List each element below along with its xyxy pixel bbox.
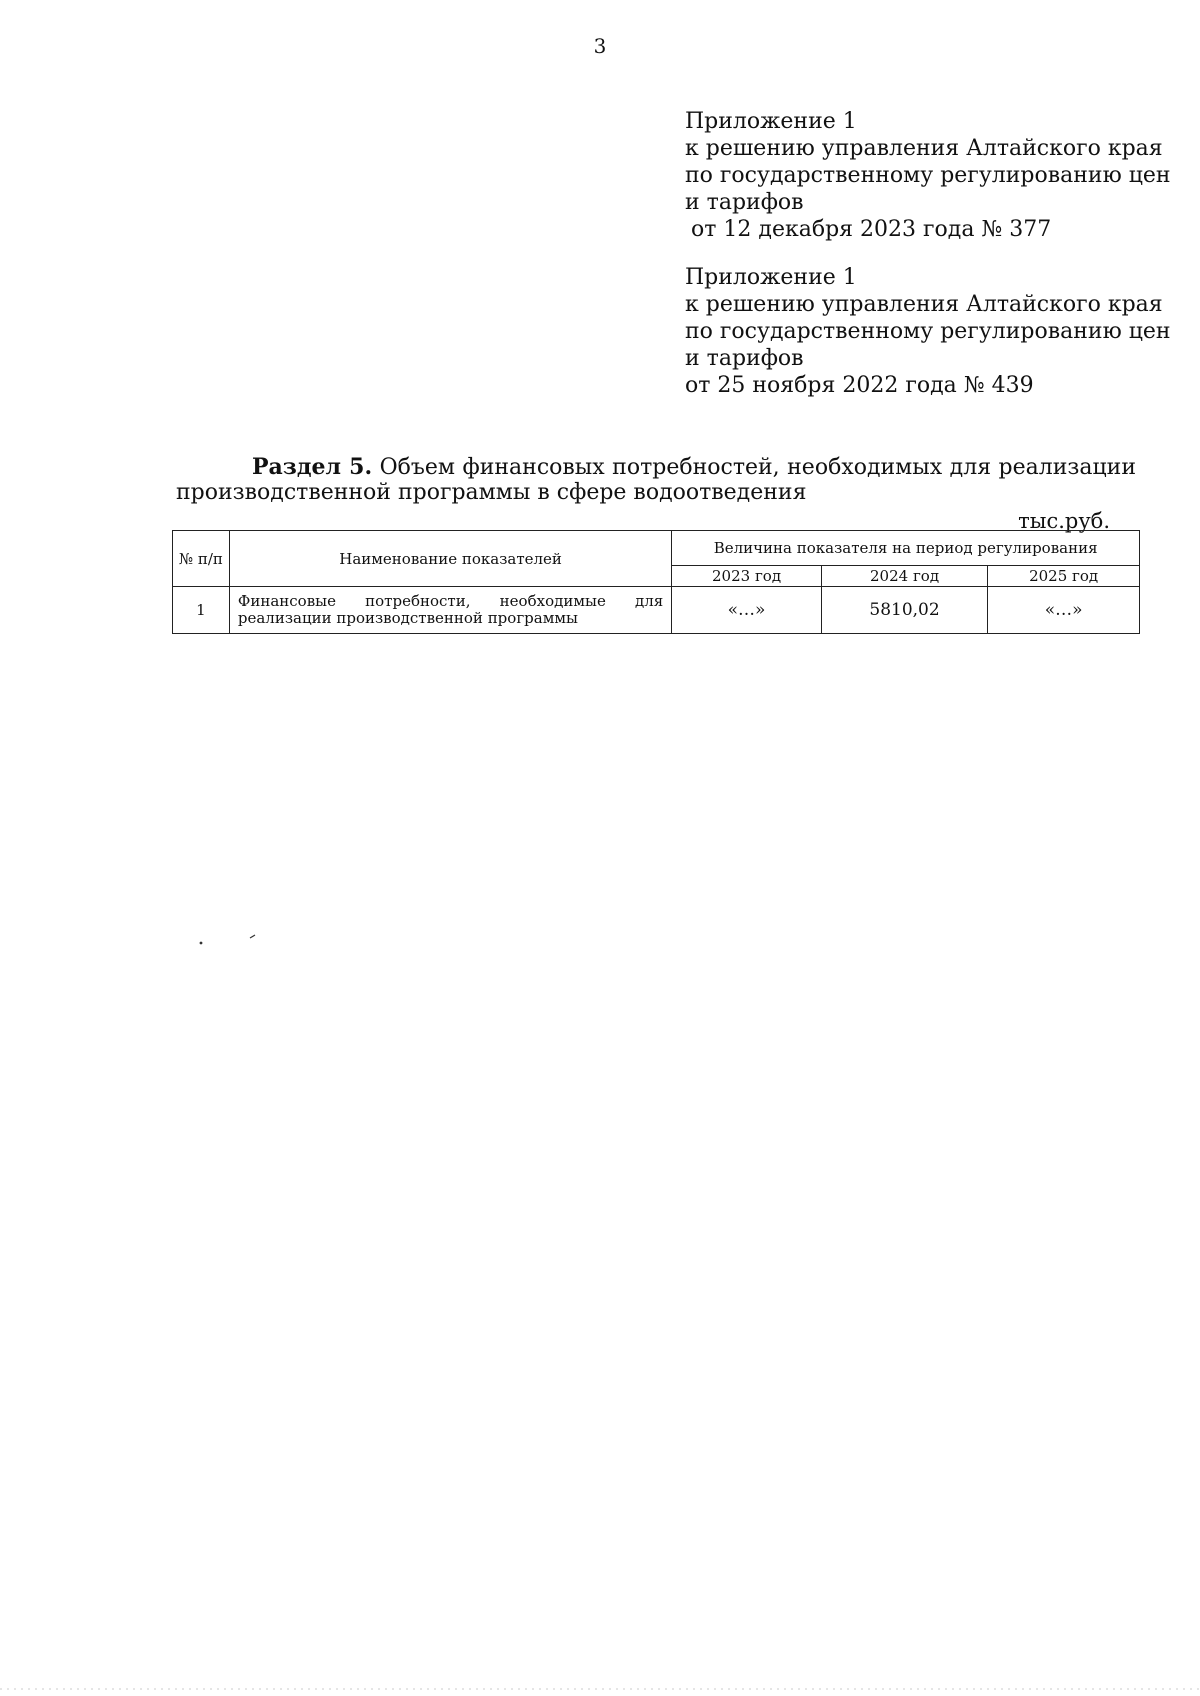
section-title-part-1: Объем финансовых потребностей, необходимых для реализации xyxy=(379,455,1137,480)
appendix-line: по государственному регулированию цен xyxy=(685,319,1171,344)
appendix-date: от 12 декабря 2023 года № 377 xyxy=(691,217,1052,242)
section-label: Раздел 5. xyxy=(252,454,373,480)
appendix-line: к решению управления Алтайского края xyxy=(685,292,1163,317)
header-year-2023: 2023 год xyxy=(672,566,822,587)
page-number: 3 xyxy=(593,34,607,58)
scan-speck xyxy=(250,935,255,938)
appendix-date: от 25 ноября 2022 года № 439 xyxy=(685,373,1034,398)
appendix-line: и тарифов xyxy=(685,190,804,215)
section-heading-line-1 xyxy=(176,455,1136,480)
appendix-block-old xyxy=(685,264,1171,399)
table-row xyxy=(173,587,1140,634)
row-name: Финансовые потребности, необходимые для реализации производственной программы xyxy=(229,587,671,634)
row-value-2024: 5810,02 xyxy=(821,587,987,634)
header-name: Наименование показателей xyxy=(229,531,671,587)
appendix-title: Приложение 1 xyxy=(685,265,857,290)
appendix-line: и тарифов xyxy=(685,346,804,371)
row-value-2025: «…» xyxy=(988,587,1140,634)
section-heading xyxy=(176,455,1136,505)
header-num: № п/п xyxy=(173,531,230,587)
row-value-2023: «…» xyxy=(672,587,822,634)
appendix-title: Приложение 1 xyxy=(685,109,857,134)
section-title-part-2: производственной программы в сфере водоотведения xyxy=(176,480,807,505)
appendix-line: к решению управления Алтайского края xyxy=(685,136,1163,161)
header-period: Величина показателя на период регулирования xyxy=(672,531,1140,566)
financial-needs-table xyxy=(172,530,1140,634)
appendix-block-new xyxy=(685,108,1171,243)
scan-speck xyxy=(200,942,203,945)
row-num: 1 xyxy=(173,587,230,634)
unit-label: тыс.руб. xyxy=(1018,509,1110,533)
header-year-2025: 2025 год xyxy=(988,566,1140,587)
appendix-line: по государственному регулированию цен xyxy=(685,163,1171,188)
header-year-2024: 2024 год xyxy=(821,566,987,587)
